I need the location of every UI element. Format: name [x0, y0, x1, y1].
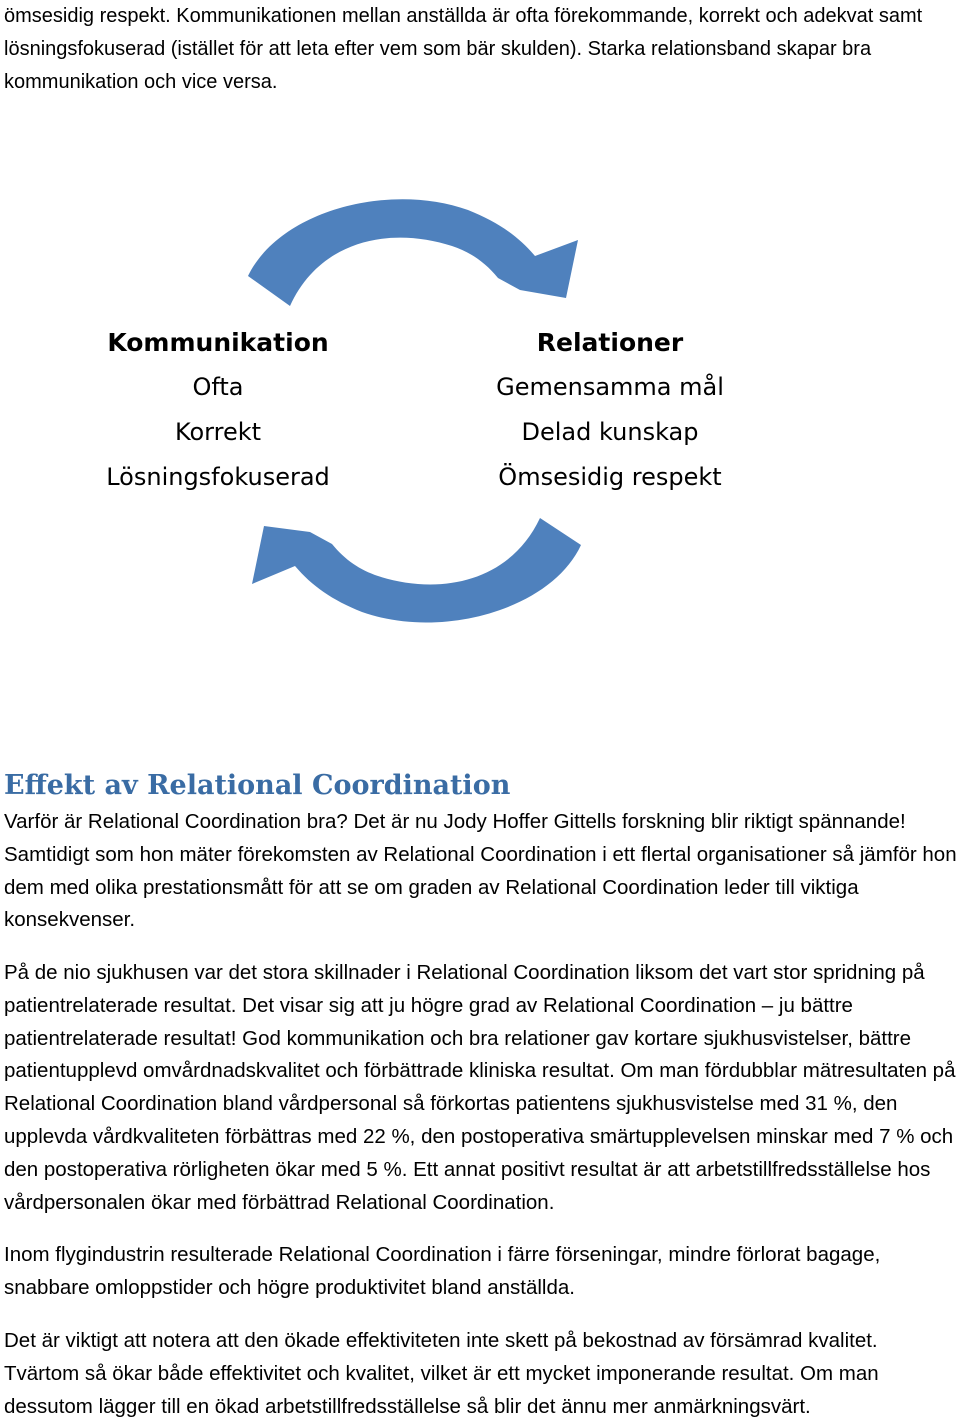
relations-column: [460, 320, 760, 500]
bottom-arrow: [252, 518, 581, 622]
body-paragraph: Inom flygindustrin resulterade Relational Coordination i färre förseningar, mindre förlorat bagage, snabbare omloppstider och högre produktivitet bland anställda.: [4, 1243, 881, 1299]
communication-item: Ofta: [192, 373, 244, 401]
section-heading: Effekt av Relational Coordination: [4, 770, 511, 801]
communication-column: [68, 320, 368, 500]
body-paragraph: På de nio sjukhusen var det stora skillnader i Relational Coordination liksom det vart stor spridning på patientrelaterade resultat. Det visar sig att ju högre grad av Relational Coordination – ju bättre patientrelaterade resultat! God kommunikation och bra relationer gav kortare sjukhusvistelser, bättre patientupplevd omvårdnadskvalitet och förbättrade kliniska resultat. Om man fördubblar mätresultaten på Relational Coordination bland vårdpersonal så förkortas patientens sjukhusvistelse med 31 %, den upplevda vårdkvaliteten förbättras med 22 %, den postoperativa smärtupplevelsen minskar med 7 % och den postoperativa rörligheten ökar med 5 %. Ett annat positivt resultat är att arbetstillfredsställelse hos vårdpersonalen ökar med förbättrad Relational Coordination.: [4, 961, 956, 1214]
relation-cycle-diagram: [0, 190, 960, 640]
relations-item: Gemensamma mål: [496, 373, 724, 401]
body-paragraph: Varför är Relational Coordination bra? Det är nu Jody Hoffer Gittells forskning blir riktigt spännande! Samtidigt som hon mäter förekomsten av Relational Coordination i ett flertal organisationer så jämför hon dem med olika prestationsmått för att se om graden av Relational Coordination leder till viktiga konsekvenser.: [4, 810, 957, 932]
top-arrow: [248, 199, 578, 306]
communication-item: Lösningsfokuserad: [106, 463, 330, 491]
communication-item: Korrekt: [174, 418, 262, 446]
relations-item: Ömsesidig respekt: [498, 463, 722, 491]
communication-title: Kommunikation: [107, 328, 329, 357]
body-paragraph: Det är viktigt att notera att den ökade effektiviteten inte skett på bekostnad av försämrad kvalitet. Tvärtom så ökar både effektivitet och kvalitet, vilket är ett mycket imponerande resultat. Om man dessutom lägger till en ökad arbetstillfredsställelse så blir det ännu mer anmärkningsvärt.: [4, 1329, 879, 1418]
intro-paragraph: ömsesidig respekt. Kommunikationen mellan anställda är ofta förekommande, korrekt och adekvat samt lösningsfokuserad (istället för att leta efter vem som bär skulden). Starka relationsband skapar bra kommunikation och vice versa.: [4, 5, 923, 93]
relations-title: Relationer: [536, 328, 684, 357]
relations-item: Delad kunskap: [521, 418, 699, 446]
